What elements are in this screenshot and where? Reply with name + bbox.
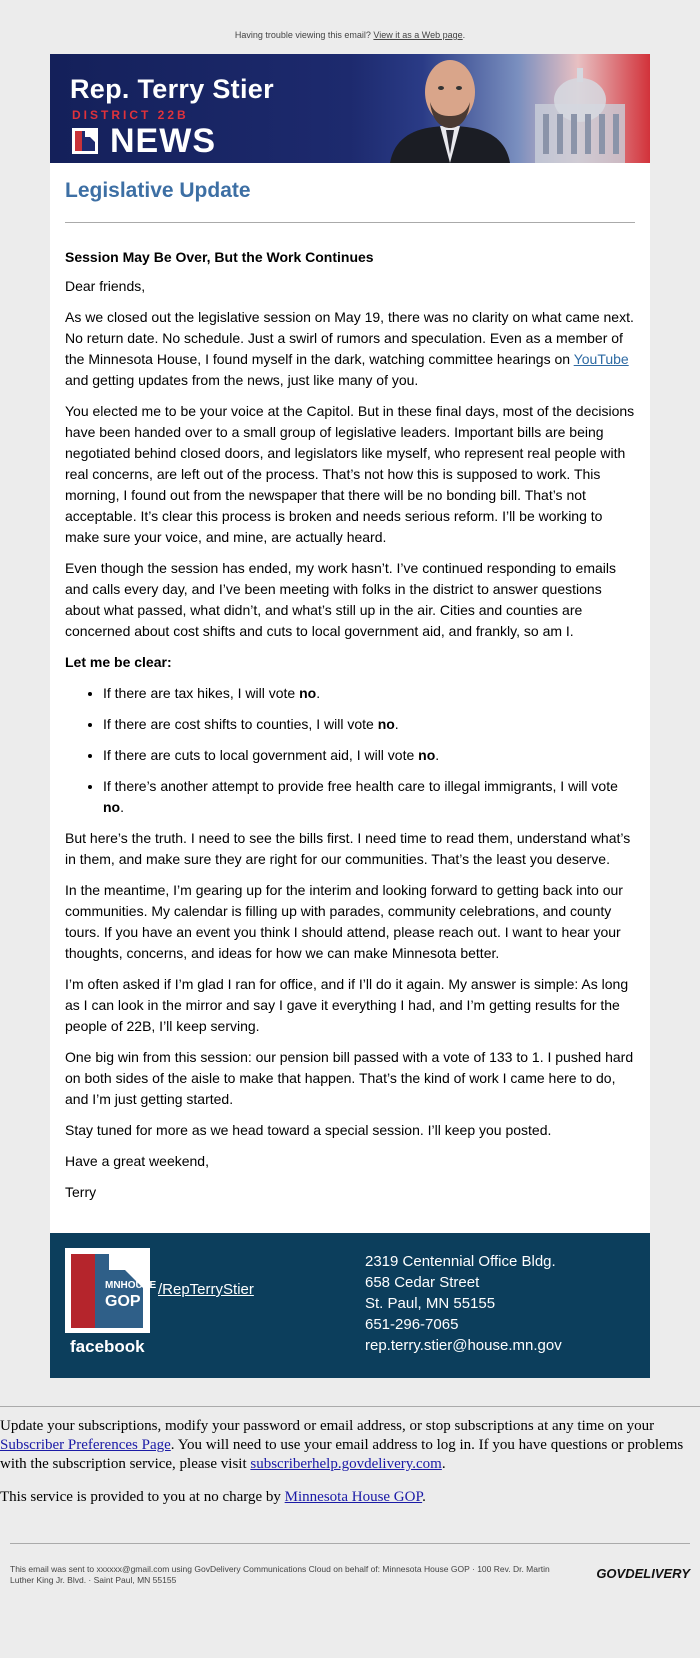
- mn-house-logo-icon: [72, 128, 98, 154]
- subscriber-preferences-link[interactable]: Subscriber Preferences Page: [0, 1437, 171, 1453]
- address-line: 658 Cedar Street: [365, 1274, 480, 1291]
- capitol-image-icon: [505, 54, 650, 163]
- facebook-label[interactable]: facebook: [70, 1337, 145, 1356]
- office-address: [365, 1251, 562, 1356]
- signature: Terry: [65, 1184, 97, 1200]
- phone-number: 651-296-7065: [365, 1316, 459, 1333]
- paragraph-1-text: As we closed out the legislative session on May 19, there was no clarity on what came next. No return date. No schedule. Just a swirl of rumors and speculation. Even as a member of the Minnesota House, I found myself in the dark, watching committee hearings on: [65, 309, 634, 367]
- email-body: [50, 163, 650, 1233]
- subscription-notice: [0, 1406, 700, 1507]
- paragraph-5: In the meantime, I’m gearing up for the interim and looking forward to getting back into our communities. My calendar is filling up with parades, community celebrations, and county tours. If you have an event you think I should attend, please reach out. I want to hear your thoughts, concerns, and ideas for how we can make Minnesota better.: [65, 882, 623, 961]
- web-view-notice: Having trouble viewing this email? View it as a Web page.: [234, 30, 466, 40]
- paragraph-8: Stay tuned for more as we head toward a special session. I’ll keep you posted.: [65, 1122, 552, 1138]
- web-view-text: Having trouble viewing this email?: [234, 30, 371, 40]
- web-view-link[interactable]: View it as a Web page: [373, 30, 463, 40]
- paragraph-4: But here’s the truth. I need to see the bills first. I need time to read them, understand what’s in them, and make sure they are right for our communities. That’s the least you deserve.: [65, 830, 631, 867]
- email-address[interactable]: rep.terry.stier@house.mn.gov: [365, 1337, 562, 1354]
- paragraph-2: You elected me to be your voice at the Capitol. But in these final days, most of the decisions have been handed over to a small group of legislative leaders. Important bills are being negotiated behind closed doors, and legislators like myself, who represent real people with real concerns, are left out of the process. That’s not how this is supposed to work. This morning, I found out from the newspaper that there will be no bonding bill. That’s not acceptable. It’s clear this process is broken and needs serious reform. I’ll be working to make sure your voice, and mine, are actually heard.: [65, 403, 635, 545]
- list-item: • If there are cost shifts to counties, I will vote no.: [103, 714, 635, 735]
- list-item: • If there are cuts to local government aid, I will vote no.: [103, 745, 635, 766]
- paragraph-6: I’m often asked if I’m glad I ran for office, and if I’ll do it again. My answer is simple: As long as I can look in the mirror and say I gave it everything I had, and I’m getting results for the people of 22B, I’ll keep serving.: [65, 976, 629, 1034]
- clear-heading: [65, 652, 635, 673]
- facebook-handle-link[interactable]: /RepTerryStier: [158, 1281, 254, 1298]
- address-line: St. Paul, MN 55155: [365, 1295, 496, 1312]
- title-divider: [65, 222, 635, 223]
- paragraph-3: Even though the session has ended, my work hasn’t. I’ve continued responding to emails and calls every day, and I’ve been meeting with folks in the district to answer questions about what passed, what didn’t, and what’s still up in the air. Cities and counties are concerned about cost shifts and cuts to local government aid, and frankly, so am I.: [65, 560, 616, 639]
- contact-footer: [50, 1233, 650, 1378]
- legal-text: This email was sent to xxxxxx@gmail.com using GovDelivery Communications Cloud on behalf of: Minnesota House GOP · 100 Rev. Dr. Martin Luther King Jr. Blvd. · Saint Paul, MN 55155: [10, 1564, 550, 1585]
- header-banner: [50, 54, 650, 163]
- mn-house-gop-link[interactable]: Minnesota House GOP: [284, 1489, 423, 1505]
- logo-gop-text: GOP: [105, 1293, 141, 1310]
- provider-paragraph: This service is provided to you at no charge by Minnesota House GOP.: [0, 1489, 426, 1505]
- paragraph-1-text-end: and getting updates from the news, just like many of you.: [65, 372, 419, 388]
- article-subhead: Session May Be Over, But the Work Continues: [65, 249, 374, 265]
- list-item: • If there’s another attempt to provide free health care to illegal immigrants, I will vote no.: [103, 776, 635, 818]
- list-item: • If there are tax hikes, I will vote no.: [103, 683, 635, 704]
- page-title: Legislative Update: [65, 179, 251, 202]
- subscriber-help-link[interactable]: subscriberhelp.govdelivery.com: [250, 1456, 442, 1472]
- paragraph-9: Have a great weekend,: [65, 1153, 209, 1169]
- rep-portrait-icon: [380, 54, 520, 163]
- address-line: 2319 Centennial Office Bldg.: [365, 1253, 556, 1270]
- subscription-paragraph: Update your subscriptions, modify your password or email address, or stop subscriptions at any time on your Subscriber Preferences Page. You will need to use your email address to log in. If you have questions or problems with the subscription service, please visit subscriberhelp.govdelivery.com.: [0, 1418, 684, 1472]
- paragraph-7: One big win from this session: our pension bill passed with a vote of 133 to 1. I pushed hard on both sides of the aisle to make that happen. That’s the kind of work I came here to do, and I’m just getting started.: [65, 1049, 634, 1107]
- govdelivery-logo[interactable]: GOVDELIVERY: [596, 1566, 690, 1581]
- email-card: [50, 54, 650, 1378]
- mnhouse-gop-logo-icon[interactable]: [65, 1248, 157, 1333]
- greeting: Dear friends,: [65, 278, 146, 294]
- mnhouse-gop-map-icon: [65, 1248, 157, 1333]
- clear-heading-text: Let me be clear:: [65, 654, 172, 670]
- paragraph-1: [65, 307, 635, 391]
- rep-name: Rep. Terry Stier: [70, 74, 274, 104]
- logo-mn-text: MNHOUSE: [105, 1280, 157, 1291]
- vote-list: [65, 683, 635, 818]
- news-label: NEWS: [110, 122, 216, 160]
- youtube-link[interactable]: YouTube: [573, 351, 629, 367]
- legal-footer: [10, 1543, 690, 1588]
- district-label: DISTRICT 22B: [72, 108, 189, 122]
